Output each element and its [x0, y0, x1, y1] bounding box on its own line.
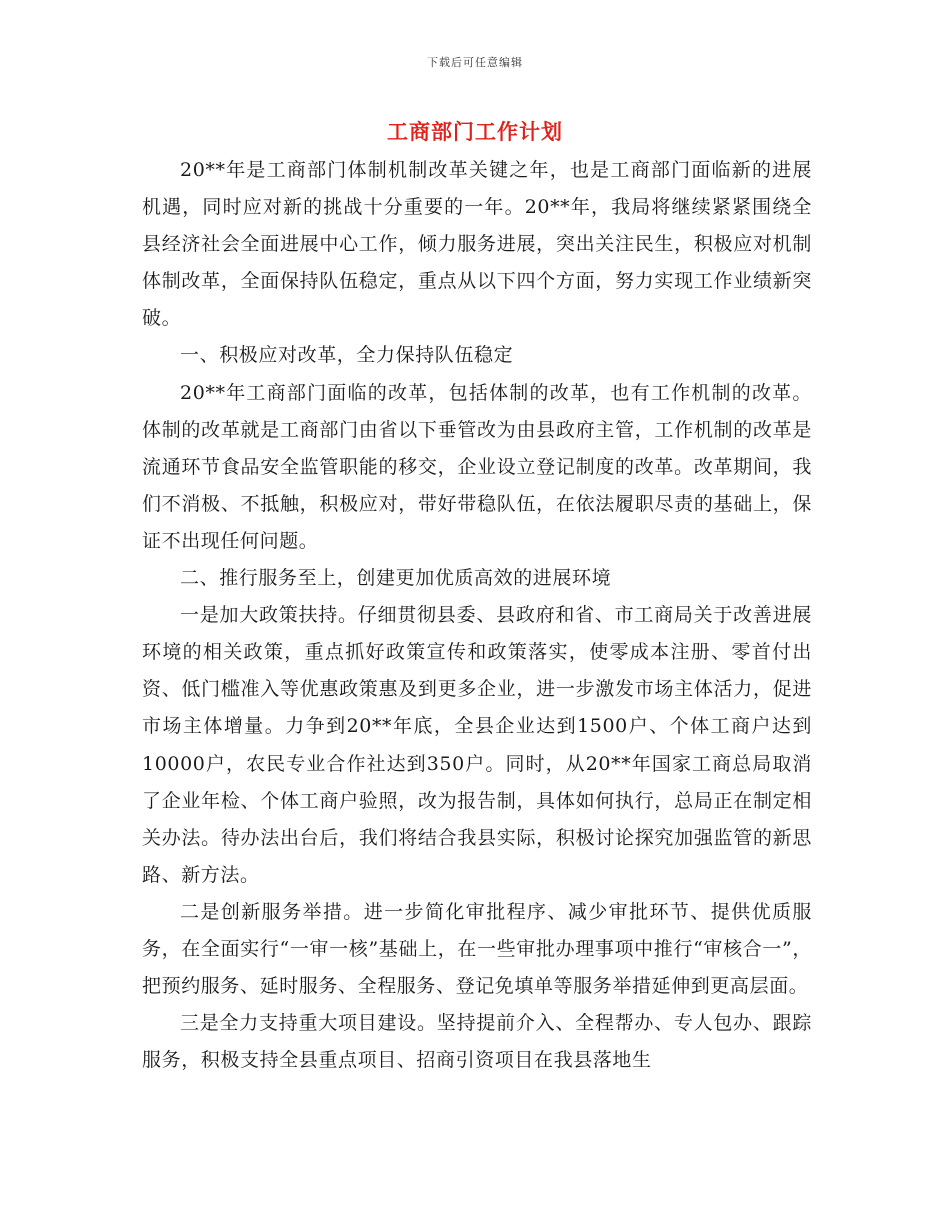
section-2-item-2: 二是创新服务举措。进一步简化审批程序、减少审批环节、提供优质服务，在全面实行“一审一核”基础上，在一些审批办理事项中推行“审核合一”，把预约服务、延时服务、全程服务、登记免填单等服务举措延伸到更高层面。	[142, 900, 812, 998]
section-heading-1: 一、积极应对改革，全力保持队伍稳定	[180, 344, 514, 367]
section-2-item-3: 三是全力支持重大项目建设。坚持提前介入、全程帮办、专人包办、跟踪服务，积极支持全县重点项目、招商引资项目在我县落地生	[142, 1012, 812, 1072]
section-heading-2: 二、推行服务至上，创建更加优质高效的进展环境	[180, 567, 612, 590]
section-2-item-1: 一是加大政策扶持。仔细贯彻县委、县政府和省、市工商局关于改善进展环境的相关政策，重点抓好政策宣传和政策落实，使零成本注册、零首付出资、低门槛准入等优惠政策惠及到更多企业，进一步激发市场主体活力，促进市场主体增量。力争到20**年底，全县企业达到1500户、个体工商户达到10000户，农民专业合作社达到350户。同时，从20**年国家工商总局取消了企业年检、个体工商户验照，改为报告制，具体如何执行，总局正在制定相关办法。待办法出台后，我们将结合我县实际，积极讨论探究加强监管的新思路、新方法。	[142, 604, 812, 886]
document-title: 工商部门工作计划	[387, 119, 563, 144]
header-note: 下载后可任意编辑	[427, 56, 523, 69]
section-1-paragraph: 20**年工商部门面临的改革，包括体制的改革，也有工作机制的改革。体制的改革就是工商部门由省以下垂管改为由县政府主管，工作机制的改革是流通环节食品安全监管职能的移交，企业设立登记制度的改革。改革期间，我们不消极、不抵触，积极应对，带好带稳队伍，在依法履职尽责的基础上，保证不出现任何问题。	[142, 381, 812, 552]
document-body	[142, 152, 812, 1079]
intro-paragraph: 20**年是工商部门体制机制改革关键之年，也是工商部门面临新的进展机遇，同时应对新的挑战十分重要的一年。20**年，我局将继续紧紧围绕全县经济社会全面进展中心工作，倾力服务进展，突出关注民生，积极应对机制体制改革，全面保持队伍稳定，重点从以下四个方面，努力实现工作业绩新突破。	[142, 159, 812, 330]
